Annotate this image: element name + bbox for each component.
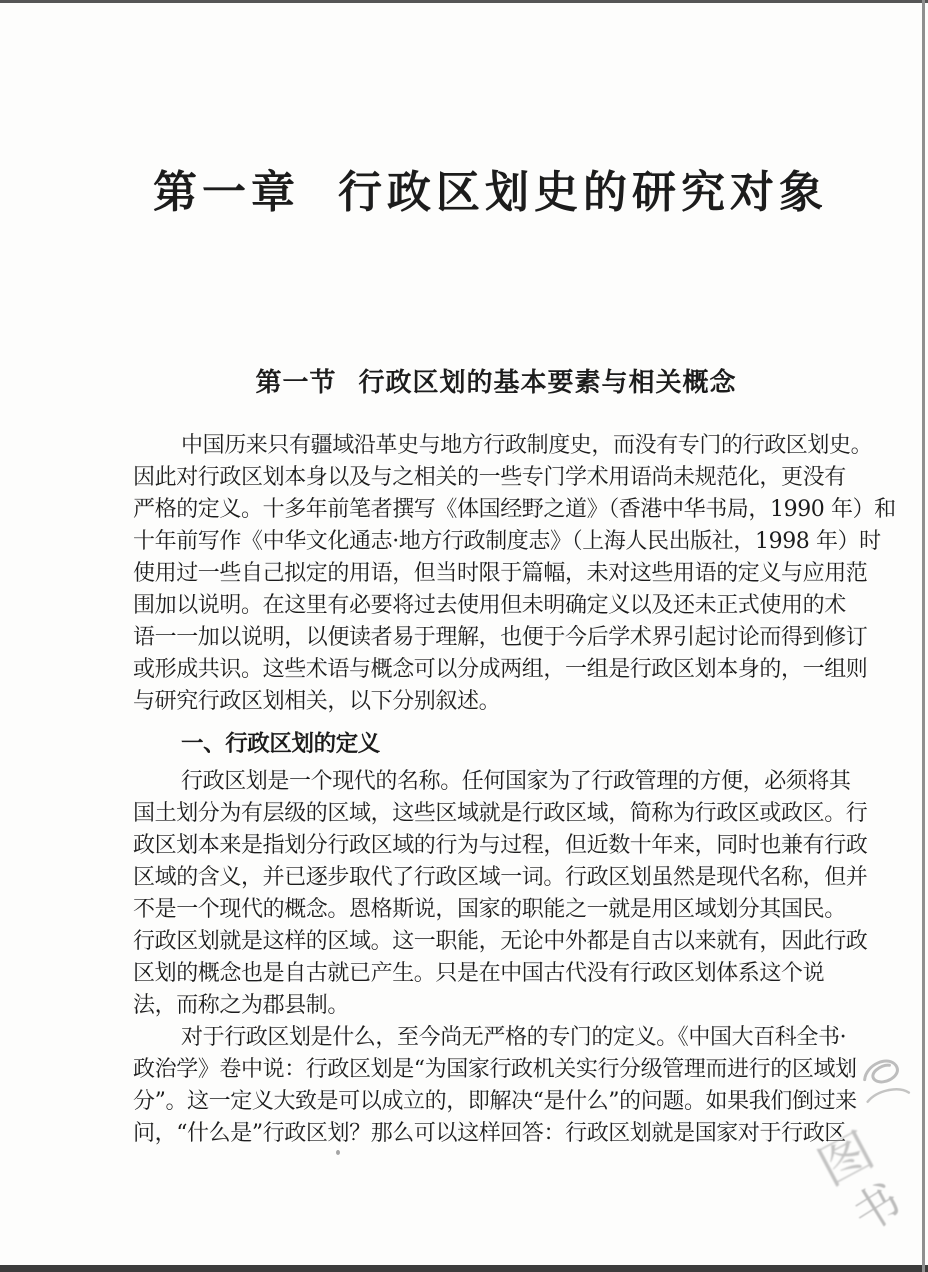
- scan-edge-bottom: [0, 1265, 928, 1272]
- text-line: 语一一加以说明，以便读者易于理解，也便于今后学术界引起讨论而得到修订: [133, 625, 868, 650]
- text-line: 围加以说明。在这里有必要将过去使用但未明确定义以及还未正式使用的术: [133, 593, 846, 618]
- text-line: 中国历来只有疆域沿革史与地方行政制度史，而没有专门的行政区划史。: [181, 433, 873, 458]
- body-text: [133, 430, 896, 1150]
- stamp-seal-glyph: 图: [809, 1122, 884, 1198]
- text-line: 政治学》卷中说：行政区划是“为国家行政机关实行分级管理而进行的区域划: [133, 1057, 857, 1082]
- scan-edge-top: [0, 0, 928, 3]
- text-line: 或形成共识。这些术语与概念可以分成两组，一组是行政区划本身的，一组则: [133, 657, 868, 682]
- chapter-title: [153, 156, 828, 220]
- text-line: 国土划分为有层级的区域，这些区域就是行政区域，简称为行政区或政区。行: [133, 801, 868, 826]
- text-line: 区划的概念也是自古就已产生。只是在中国古代没有行政区划体系这个说: [133, 961, 825, 986]
- scan-edge-right: [922, 0, 925, 1272]
- text-line: 法，而称之为郡县制。: [133, 993, 350, 1018]
- text-line: 分”。这一定义大致是可以成立的，即解决“是什么”的问题。如果我们倒过来: [133, 1089, 857, 1114]
- text-line: 严格的定义。十多年前笔者撰写《体国经野之道》（香港中华书局，1990 年）和: [133, 497, 896, 522]
- scan-speck: [336, 1150, 340, 1155]
- text-line: 十年前写作《中华文化通志·地方行政制度志》（上海人民出版社，1998 年）时: [133, 529, 881, 554]
- text-line: 与研究行政区划相关，以下分别叙述。: [133, 689, 501, 714]
- section-title-text: 行政区划的基本要素与相关概念: [358, 368, 737, 398]
- section-number: 第一节: [255, 368, 337, 398]
- text-line: 对于行政区划是什么，至今尚无严格的专门的定义。《中国大百科全书·: [181, 1025, 847, 1050]
- text-line: 不是一个现代的概念。恩格斯说，国家的职能之一就是用区域划分其国民。: [133, 897, 846, 922]
- chapter-number: 第一章: [153, 167, 300, 218]
- text-line: 政区划本来是指划分行政区域的行为与过程，但近数十年来，同时也兼有行政: [133, 833, 868, 858]
- text-line: 行政区划是一个现代的名称。任何国家为了行政管理的方便，必须将其: [181, 769, 851, 794]
- stamp-character-glyph: 书: [842, 1172, 911, 1243]
- text-line: 区域的含义，并已逐步取代了行政区域一词。行政区划虽然是现代名称，但并: [133, 865, 868, 890]
- subsection-heading: 一、行政区划的定义: [181, 731, 380, 757]
- chapter-title-text: 行政区划史的研究对象: [338, 167, 828, 218]
- text-line: 使用过一些自己拟定的用语，但当时限于篇幅，未对这些用语的定义与应用范: [133, 561, 868, 586]
- text-line: 行政区划就是这样的区域。这一职能，无论中外都是自古以来就有，因此行政: [133, 929, 868, 954]
- text-line: 因此对行政区划本身以及与之相关的一些专门学术用语尚未规范化，更没有: [133, 465, 846, 490]
- text-line: 问，“什么是”行政区划？那么可以这样回答：行政区划就是国家对于行政区: [133, 1121, 846, 1146]
- section-title: [133, 362, 859, 399]
